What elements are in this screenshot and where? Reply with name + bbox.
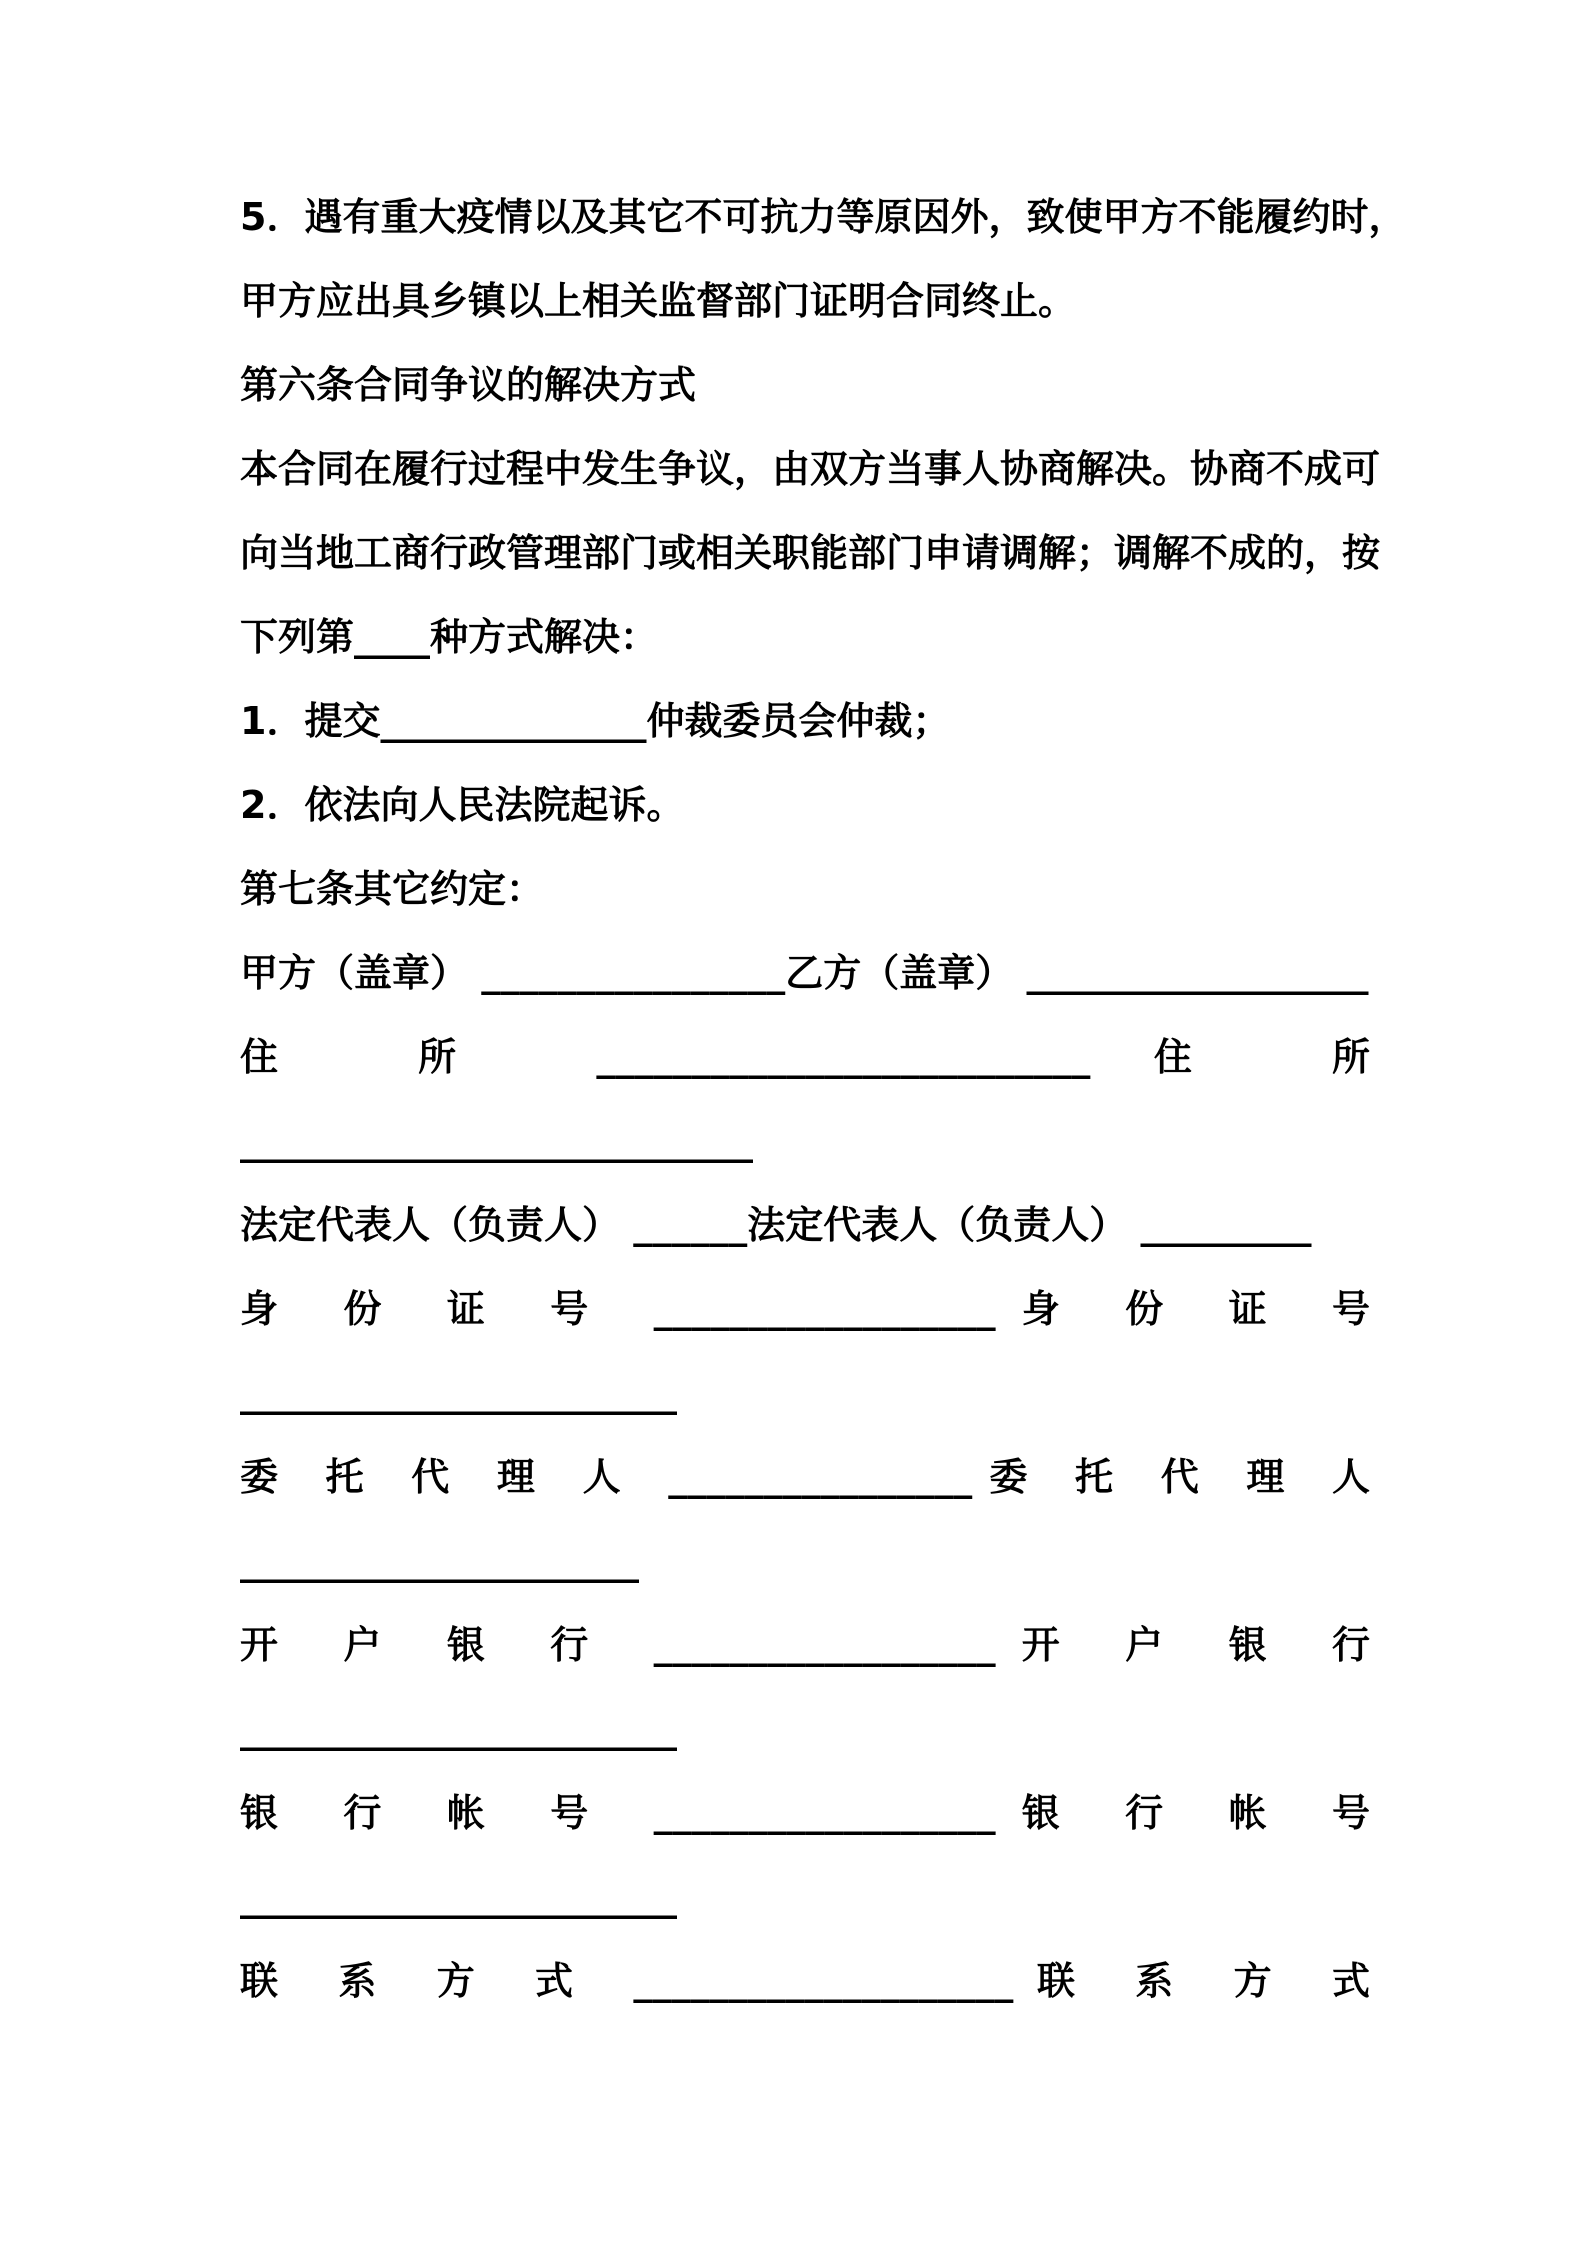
opening-bank-line: 开 户 银 行 __________________开 户 银 行 bbox=[240, 1623, 1370, 1667]
id-number-line: 身 份 证 号 __________________身 份 证 号 bbox=[240, 1287, 1370, 1331]
dispute-resolution-method-blank: 下列第____种方式解决： bbox=[240, 615, 659, 659]
address-continuation-blank: ___________________________ bbox=[240, 1119, 753, 1163]
entrusted-agent-line: 委 托 代 理 人 ________________委 托 代 理 人 bbox=[240, 1455, 1370, 1499]
party-seal-line: 甲方（盖章） ________________乙方（盖章） __________________ bbox=[240, 951, 1369, 995]
legal-representative-line: 法定代表人（负责人） ______法定代表人（负责人） _________ bbox=[240, 1203, 1312, 1247]
dispute-resolution-text-2: 向当地工商行政管理部门或相关职能部门申请调解；调解不成的，按 bbox=[240, 531, 1381, 575]
dispute-resolution-text-1: 本合同在履行过程中发生争议，由双方当事人协商解决。协商不成可 bbox=[240, 447, 1381, 491]
bank-account-continuation-blank: _______________________ bbox=[240, 1875, 677, 1919]
arbitration-option: 1．提交______________仲裁委员会仲裁； bbox=[240, 699, 951, 743]
document-body bbox=[240, 175, 1407, 2023]
entrusted-agent-continuation-blank: _____________________ bbox=[240, 1539, 639, 1583]
article-6-heading: 第六条合同争议的解决方式 bbox=[240, 363, 697, 407]
clause-5-text: 5．遇有重大疫情以及其它不可抗力等原因外，致使甲方不能履约时， bbox=[240, 195, 1407, 239]
clause-5-text-continued: 甲方应出具乡镇以上相关监督部门证明合同终止。 bbox=[240, 279, 1077, 323]
address-line: 住 所 __________________________住 所 bbox=[240, 1035, 1370, 1079]
id-number-continuation-blank: _______________________ bbox=[240, 1371, 677, 1415]
article-7-heading: 第七条其它约定： bbox=[240, 867, 545, 911]
bank-account-line: 银 行 帐 号 __________________银 行 帐 号 bbox=[240, 1791, 1370, 1835]
opening-bank-continuation-blank: _______________________ bbox=[240, 1707, 677, 1751]
court-option: 2．依法向人民法院起诉。 bbox=[240, 783, 685, 827]
contact-method-line: 联 系 方 式 ____________________联 系 方 式 bbox=[240, 1959, 1370, 2003]
